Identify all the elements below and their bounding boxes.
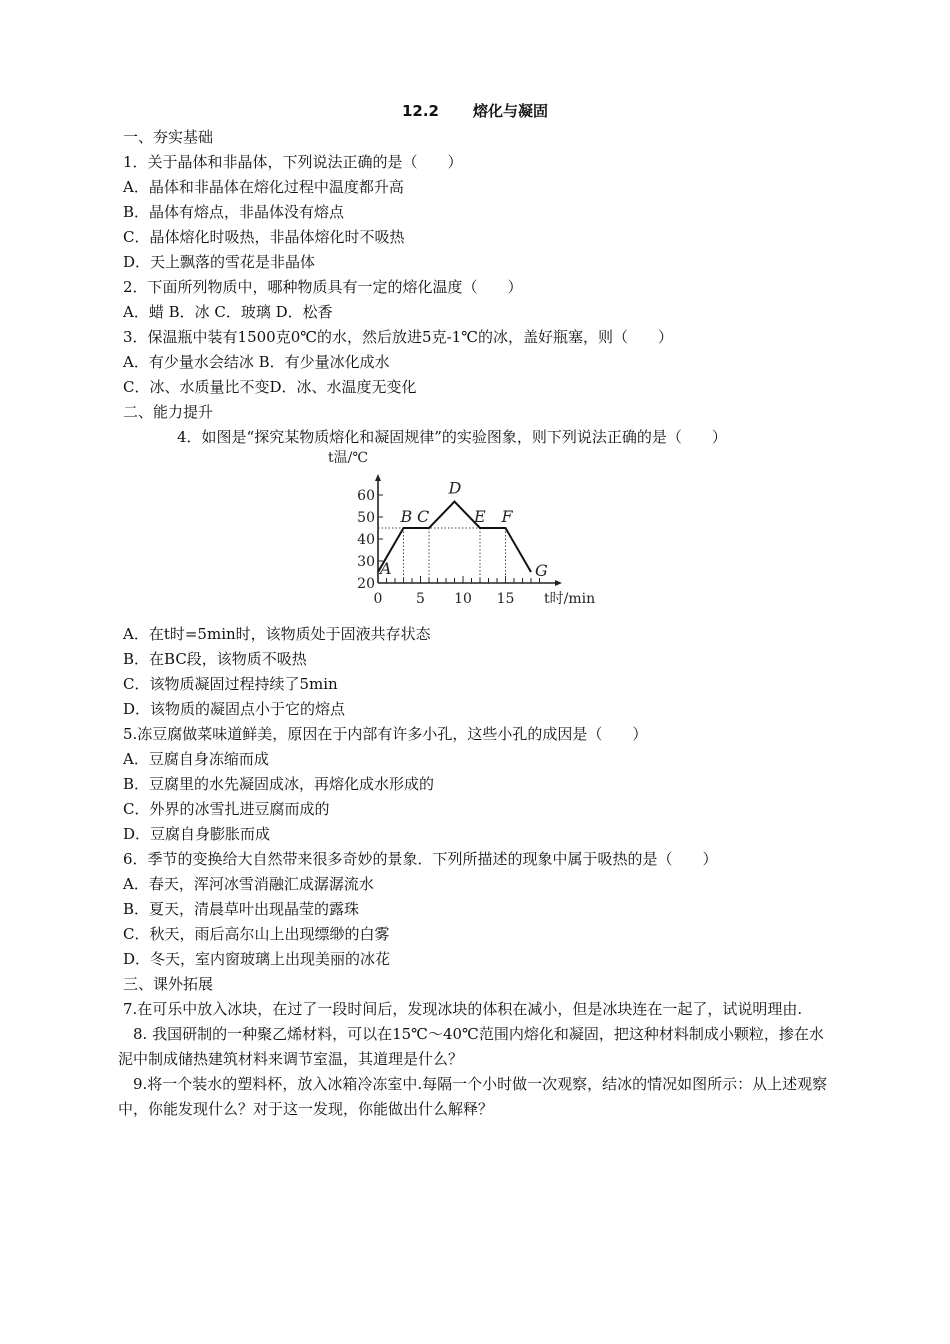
q6-option-c: C．秋天，雨后高尔山上出现缥缈的白雾: [123, 925, 390, 943]
q3-options-ab: A．有少量水会结冰 B．有少量冰化成水: [123, 353, 390, 371]
point-label: F: [501, 507, 513, 526]
q1-option-a: A．晶体和非晶体在熔化过程中温度都升高: [123, 178, 404, 196]
x-tick-label: 15: [496, 591, 515, 607]
q4-option-b: B．在BC段，该物质不吸热: [123, 650, 307, 668]
y-axis-arrow: [375, 474, 381, 481]
q5-option-c: C．外界的冰雪扎进豆腐而成的: [123, 800, 330, 818]
point-label: G: [535, 561, 548, 580]
q6-option-a: A．春天，浑河冰雪消融汇成潺潺流水: [123, 875, 374, 893]
x-tick-label: 0: [373, 591, 383, 607]
section-title: 熔化与凝固: [473, 102, 549, 120]
q4-option-d: D．该物质的凝固点小于它的熔点: [123, 700, 346, 718]
heading-ability: 二、能力提升: [123, 403, 214, 421]
question-7: 7.在可乐中放入冰块，在过了一段时间后，发现冰块的体积在减小，但是冰块连在一起了，试说明理由.: [123, 1000, 803, 1018]
y-axis-title: t温/℃: [328, 450, 369, 466]
heading-extension: 三、课外拓展: [123, 975, 214, 993]
question-9: 9.将一个装水的塑料杯，放入冰箱冷冻室中.每隔一个小时做一次观察，结冰的情况如图所示：从上述观察中，你能发现什么？对于这一发现，你能做出什么解释？: [118, 1075, 828, 1118]
question-1: 1．关于晶体和非晶体，下列说法正确的是（ ）: [123, 153, 463, 171]
q1-option-c: C．晶体熔化时吸热，非晶体熔化时不吸热: [123, 228, 405, 246]
page-title: [0, 100, 950, 121]
question-4: 4．如图是“探究某物质熔化和凝固规律”的实验图象，则下列说法正确的是（ ）: [177, 428, 727, 446]
section-number: 12.2: [401, 102, 439, 120]
q1-option-b: B．晶体有熔点，非晶体没有熔点: [123, 203, 345, 221]
point-label: C: [417, 507, 430, 526]
x-axis-title: t时/min: [544, 591, 596, 607]
y-tick-label: 20: [357, 576, 375, 592]
q2-options: A．蜡 B．冰 C．玻璃 D．松香: [123, 303, 333, 321]
question-3: 3．保温瓶中装有1500克0℃的水，然后放进5克-1℃的冰，盖好瓶塞，则（ ）: [123, 328, 673, 346]
q5-option-d: D．豆腐自身膨胀而成: [123, 825, 271, 843]
q4-option-a: A．在t时=5min时，该物质处于固液共存状态: [123, 625, 431, 643]
x-axis-arrow: [555, 580, 562, 586]
y-tick-label: 50: [357, 510, 375, 526]
q5-option-a: A．豆腐自身冻缩而成: [123, 750, 269, 768]
point-label: A: [380, 559, 392, 578]
point-label: B: [400, 507, 413, 526]
question-2: 2．下面所列物质中，哪种物质具有一定的熔化温度（ ）: [123, 278, 523, 296]
point-label: E: [474, 507, 486, 526]
melting-graph: [325, 448, 596, 613]
heading-basic: 一、夯实基础: [123, 128, 214, 146]
q6-option-d: D．冬天，室内窗玻璃上出现美丽的冰花: [123, 950, 391, 968]
y-tick-label: 40: [357, 532, 375, 548]
q4-option-c: C．该物质凝固过程持续了5min: [123, 675, 338, 693]
question-6: 6．季节的变换给大自然带来很多奇妙的景象．下列所描述的现象中属于吸热的是（ ）: [123, 850, 718, 868]
q3-options-cd: C．冰、水质量比不变D．冰、水温度无变化: [123, 378, 417, 396]
x-tick-label: 10: [454, 591, 472, 607]
q5-option-b: B．豆腐里的水先凝固成冰，再熔化成水形成的: [123, 775, 435, 793]
q6-option-b: B．夏天，清晨草叶出现晶莹的露珠: [123, 900, 360, 918]
x-tick-label: 5: [416, 591, 425, 607]
question-8: 8. 我国研制的一种聚乙烯材料，可以在15℃～40℃范围内熔化和凝固，把这种材料制成小颗粒，掺在水泥中制成储热建筑材料来调节室温，其道理是什么？: [118, 1025, 824, 1068]
q1-option-d: D．天上飘落的雪花是非晶体: [123, 253, 316, 271]
point-label: D: [448, 478, 462, 498]
y-tick-label: 60: [357, 488, 375, 504]
question-5: 5.冻豆腐做菜味道鲜美，原因在于内部有许多小孔，这些小孔的成因是（ ）: [123, 725, 648, 743]
y-tick-label: 30: [357, 554, 375, 570]
